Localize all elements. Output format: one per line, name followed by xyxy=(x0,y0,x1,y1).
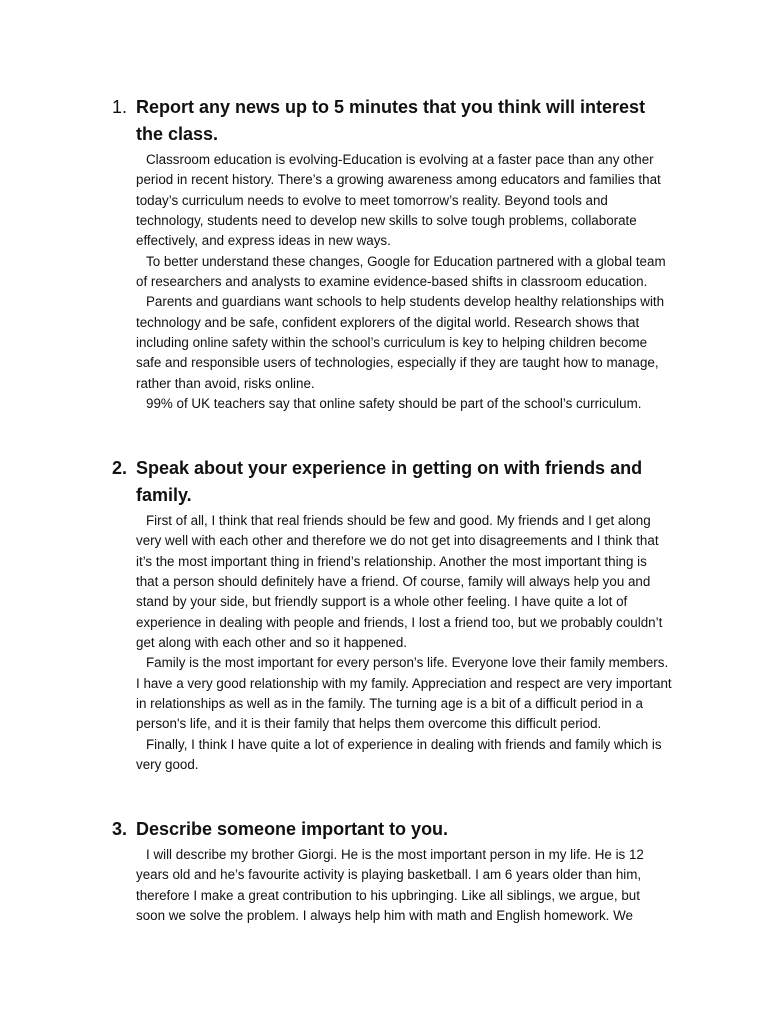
paragraph: 99% of UK teachers say that online safety should be part of the school’s curriculum. xyxy=(146,396,642,412)
section-2 xyxy=(112,455,672,775)
paragraph: Classroom education is evolving-Education is evolving at a faster pace than any other period in recent history. There’s a growing awareness among educators and families that today’s curriculum needs to evolve to meet tomorrow’s reality. Beyond tools and technology, students need to develop new skills to solve tough problems, collaborate effectively, and express ideas in new ways. xyxy=(136,152,661,249)
section-heading xyxy=(112,94,672,148)
section-heading-text: Describe someone important to you. xyxy=(136,819,449,839)
paragraph: Family is the most important for every person’s life. Everyone love their family members. I have a very good relationship with my family. Appreciation and respect are very important in relationships as well as in the family. The turning age is a bit of a difficult period in a person's life, and it is their family that helps them overcome this difficult period. xyxy=(136,655,672,732)
section-3 xyxy=(112,816,672,926)
section-number: 3. xyxy=(112,819,128,839)
paragraph: Finally, I think I have quite a lot of experience in dealing with friends and family which is very good. xyxy=(136,736,662,773)
section-number: 1. xyxy=(112,97,128,117)
paragraph: First of all, I think that real friends should be few and good. My friends and I get along very well with each other and therefore we do not get into disagreements and I think that it’s the most important thing in friend’s relationship. Another the most important thing is that a person should definitely have a friend. Of course, family will always help you and stand by your side, but friendly support is a whole other feeling. I have quite a lot of experience in dealing with people and friends, I lost a friend too, but we probably couldn’t get along with each other and so it happened. xyxy=(136,513,663,651)
paragraph: I will describe my brother Giorgi. He is the most important person in my life. He is 12 years old and he’s favourite activity is playing basketball. I am 6 years older than him, therefore I make a great contribution to his upbringing. Like all siblings, we argue, but soon we solve the problem. I always help him with math and English homework. We xyxy=(136,847,644,924)
paragraph: Parents and guardians want schools to help students develop healthy relationships with technology and be safe, confident explorers of the digital world. Research shows that including online safety within the school’s curriculum is key to helping children become safe and responsible users of technologies, especially if they are taught how to manage, rather than avoid, risks online. xyxy=(136,294,665,391)
section-heading xyxy=(112,455,672,509)
section-heading-text: Report any news up to 5 minutes that you think will interest the class. xyxy=(136,97,646,144)
section-1 xyxy=(112,94,672,414)
section-heading xyxy=(112,816,672,843)
section-heading-text: Speak about your experience in getting on with friends and family. xyxy=(136,458,643,505)
paragraph: To better understand these changes, Google for Education partnered with a global team of researchers and analysts to examine evidence-based shifts in classroom education. xyxy=(136,253,666,290)
section-number: 2. xyxy=(112,458,128,478)
